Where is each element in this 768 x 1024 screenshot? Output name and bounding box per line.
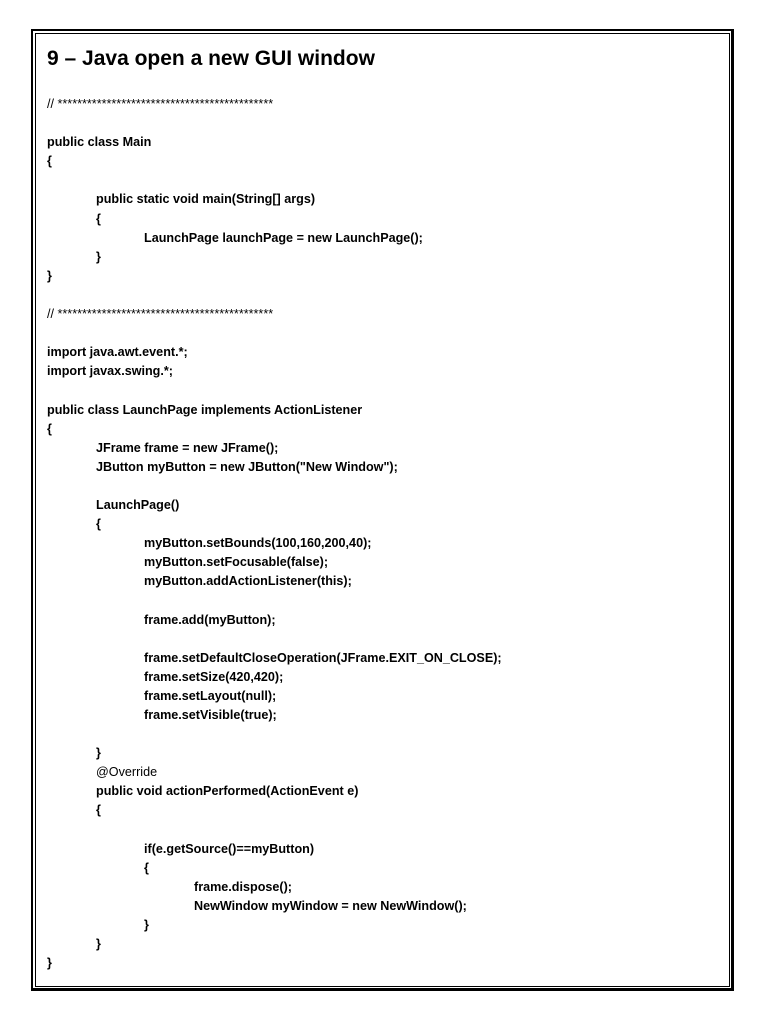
code-line: @Override bbox=[96, 765, 158, 780]
code-line: } bbox=[96, 937, 101, 952]
code-line: public static void main(String[] args) bbox=[96, 192, 316, 207]
blank-line bbox=[47, 477, 502, 496]
code-line: public void actionPerformed(ActionEvent e) bbox=[96, 784, 359, 799]
code-line: frame.setSize(420,420); bbox=[144, 669, 284, 684]
code-line: { bbox=[47, 154, 52, 169]
code-line: import javax.swing.*; bbox=[47, 364, 173, 379]
code-line: JButton myButton = new JButton("New Window"); bbox=[96, 459, 398, 474]
code-line: if(e.getSource()==myButton) bbox=[144, 841, 315, 856]
code-line: frame.setVisible(true); bbox=[144, 708, 277, 722]
code-line: // ******************************************** bbox=[47, 97, 274, 111]
blank-line bbox=[47, 591, 502, 610]
blank-line bbox=[47, 324, 502, 343]
code-line: // ******************************************** bbox=[47, 307, 274, 322]
document-title: 9 – Java open a new GUI window bbox=[47, 47, 375, 70]
code-listing bbox=[47, 95, 502, 973]
code-line: myButton.setFocusable(false); bbox=[144, 555, 329, 570]
blank-line bbox=[47, 114, 502, 133]
code-line: { bbox=[47, 421, 52, 436]
code-line: NewWindow myWindow = new NewWindow(); bbox=[194, 898, 467, 913]
code-line: } bbox=[96, 249, 101, 264]
code-line: { bbox=[96, 517, 101, 532]
blank-line bbox=[47, 821, 502, 840]
code-line: myButton.addActionListener(this); bbox=[144, 574, 352, 589]
code-line: { bbox=[96, 803, 101, 818]
blank-line bbox=[47, 630, 502, 649]
code-line: import java.awt.event.*; bbox=[47, 345, 188, 360]
code-line: LaunchPage() bbox=[96, 497, 180, 512]
code-line: } bbox=[96, 746, 101, 761]
blank-line bbox=[47, 381, 502, 400]
blank-line bbox=[47, 286, 502, 305]
code-line: public class Main bbox=[47, 135, 152, 150]
code-line: } bbox=[47, 956, 52, 971]
code-line: JFrame frame = new JFrame(); bbox=[96, 440, 279, 455]
code-line: public class LaunchPage implements ActionListener bbox=[47, 402, 363, 417]
blank-line bbox=[47, 725, 502, 744]
code-line: frame.setLayout(null); bbox=[144, 688, 277, 703]
blank-line bbox=[47, 171, 502, 190]
code-line: frame.setDefaultCloseOperation(JFrame.EXIT_ON_CLOSE); bbox=[144, 650, 502, 665]
code-line: LaunchPage launchPage = new LaunchPage(); bbox=[144, 230, 423, 245]
code-line: frame.add(myButton); bbox=[144, 612, 276, 627]
code-line: { bbox=[144, 860, 149, 875]
code-line: frame.dispose(); bbox=[194, 879, 292, 894]
code-line: } bbox=[144, 918, 149, 933]
code-line: } bbox=[47, 268, 52, 283]
code-line: { bbox=[96, 211, 101, 226]
code-line: myButton.setBounds(100,160,200,40); bbox=[144, 536, 372, 551]
